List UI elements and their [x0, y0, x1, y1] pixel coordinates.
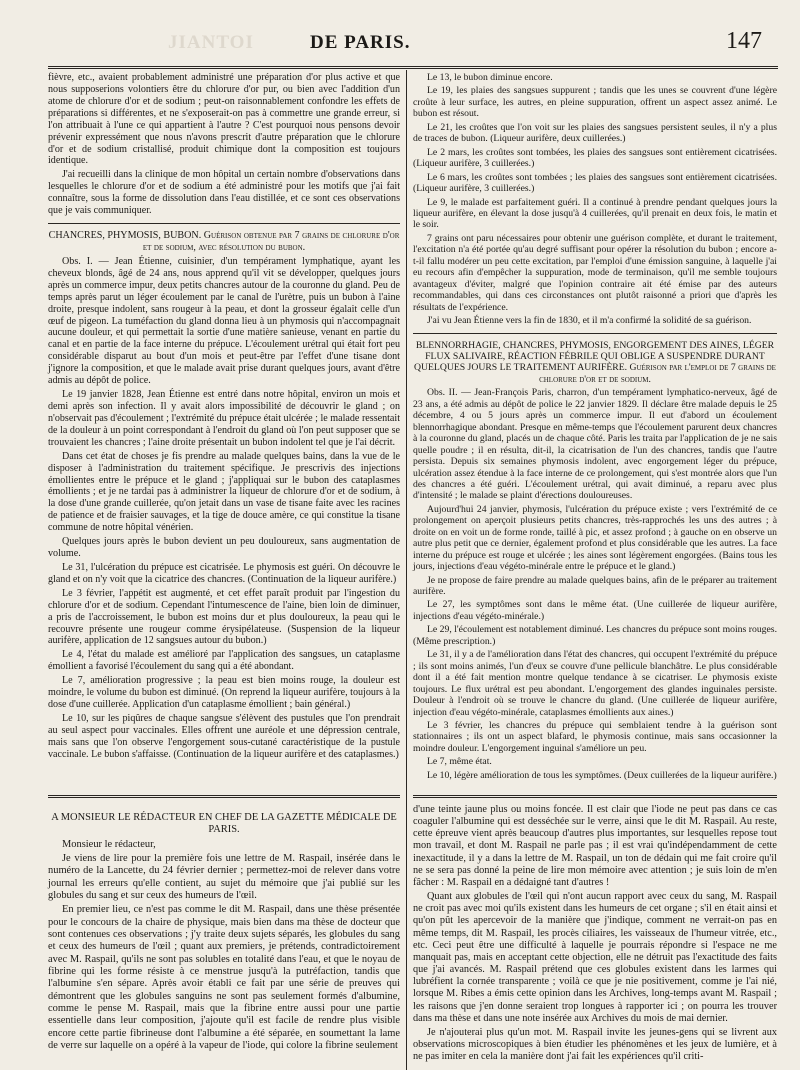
paragraph: Le 2 mars, les croûtes sont tombées, les plaies des sangsues sont entièrement cicatrisées. (Liqueur aurifère, 3 cuillerées.) [413, 146, 777, 170]
paragraph: En premier lieu, ce n'est pas comme le dit M. Raspail, dans une thèse présentée pour le concours de la chaire de physique, mais bien dans ma thèse de docteur que sont contenues ces observations ; j'y traite deux sujets séparés, les globules du sang et ceux des humeurs de l'œil ; quant aux premiers, je prétends, contradictoirement avec M. Raspail, qu'ils ne sont pas solubles en totalité dans l'eau, et que le noyau de fibrine qui les forme résiste à ce menstrue jusqu'à la putréfaction, tandis que l'albumine s'en sépare. Après avoir établi ce fait par une série de preuves qui démontrent que les globules sanguins ne sont pas seulement formés d'albumine, comme le pense M. Raspail, mais que la fibrine entre aussi pour une partie essentielle dans leur composition, j'ajoute qu'il est facile de rendre plus visible encore cette partie fibrineuse dont l'albumine a été séparée, en soumettant la lame de verre sur laquelle on a opéré à la vapeur de l'iode, qui colore la fibrine seulement [48, 904, 400, 1051]
left-column [48, 72, 400, 763]
page-number: 147 [726, 28, 762, 54]
section-double-rule-left [48, 795, 400, 798]
section-double-rule-right [413, 795, 777, 798]
paragraph: Dans cet état de choses je fis prendre au malade quelques bains, dans la vue de le disposer à l'administration du traitement spécifique. Je prescrivis des injections émollientes entre le prépuce et le gland ; j'appliquai sur le bubon des cataplasmes émollients ; et je ne tardai pas à administrer la liqueur de chlorure d'or et de sodium, à la dose d'une grande cuillerée, qu'on jetait dans un vase de tisane faite avec les racines de patience et de fraisier sauvages, et la tige de douce amère, ce qui constitue la tisane commune de notre hôpital vénérien. [48, 450, 400, 534]
section-rule [48, 223, 400, 224]
letter-left-column [48, 812, 400, 1054]
paragraph: Le 4, l'état du malade est amélioré par l'application des sangsues, un cataplasme émollient a favorisé l'écoulement du sang qui a été abondant. [48, 649, 400, 673]
paragraph: Je viens de lire pour la première fois une lettre de M. Raspail, insérée dans le numéro de la Lancette, du 24 février dernier ; permettez-moi de relever dans votre journal les erreurs qu'elle contient, au sujet du mémoire que j'ai publié sur les globules du sang et sur ceux des humeurs de l'œil. [48, 852, 400, 901]
paragraph: Obs. II. — Jean-François Paris, charron, d'un tempérament lymphatico-nerveux, âgé de 23 ans, a été admis au dépôt de police le 22 janvier 1829. Il déclare être malade depuis le 25 décembre, 4 ou 5 jours après un commerce impur. Il eut d'abord un écoulement blennorrhagique abondant. Presque en même-temps que l'écoulement parurent deux chancres à la couronne du gland, placés un de chaque côté. Paris les traita par l'application de je ne sais quelle poudre ; il en résulta, dit-il, la cicatrisation de l'un des chancres, tandis que l'autre persista. Depuis six semaines phymosis indolent, avec engorgement léger du prépuce, ulcération assez étendue à la face interne de ce prolongement, qui s'est montrée alors que l'un des chancres a été guéri. L'écoulement urétral, qui avait diminué, a reparu avec plus d'intensité ; le malade se plaint d'érections douloureuses. [413, 387, 777, 502]
paragraph: 7 grains ont paru nécessaires pour obtenir une guérison complète, et durant le traitement, l'excitation n'a été portée qu'au degré suffisant pour opérer la résolution du bubon ; encore a-t-il fallu modérer un peu cette excitation, par l'emploi d'une émission sanguine, à laquelle j'ai eu recours afin d'empêcher la suppuration, mode de terminaison, qu'il me semble toujours avantageux d'éviter, malgré que l'opinion contraire ait été émise par des auteurs recommandables, qui dans ces circonstances ont plutôt raisonné a priori que d'après les résultats de l'expérience. [413, 232, 777, 313]
page-header [0, 26, 800, 66]
paragraph: J'ai vu Jean Étienne vers la fin de 1830, et il m'a confirmé la solidité de sa guérison. [427, 315, 752, 327]
section-heading: BLENNORRHAGIE, CHANCRES, PHYMOSIS, ENGORGEMENT DES AINES, LÉGER FLUX SALIVAIRE, RÉACTION FÉBRILE QUI OBLIGE A SUSPENDRE DURANT QUELQUES JOURS LE TRAITEMENT AURIFÈRE. Guérison par l'emploi de 7 grains de chlorure d'or et de sodium. [414, 339, 776, 385]
letter-right-column [413, 804, 777, 1065]
paragraph: Quelques jours après le bubon devient un peu douloureux, sans augmentation de volume. [48, 536, 400, 560]
paragraph: Je n'ajouterai plus qu'un mot. M. Raspail invite les jeunes-gens qui se livrent aux observations microscopiques à bien étudier les phénomènes et les jeux de lumière, et à ne pas imiter en cela la manière dont j'ai fait les expériences qu'il criti- [413, 1026, 777, 1063]
header-rule-2 [48, 68, 778, 69]
paragraph: Le 7, même état. [427, 756, 492, 768]
header-rule [48, 66, 778, 67]
paragraph: Le 6 mars, les croûtes sont tombées ; les plaies des sangsues sont entièrement cicatrisées. (Liqueur aurifère, 3 cuillerées.) [413, 171, 777, 195]
paragraph: Je ne propose de faire prendre au malade quelques bains, afin de le préparer au traitement aurifère. [413, 574, 777, 598]
paragraph: Obs. I. — Jean Étienne, cuisinier, d'un tempérament lymphatique, ayant les cheveux blonds, âgé de 24 ans, nous apprend qu'il vit se développer, quelques jours après un commerce impur, deux petits chancres autour de la couronne du gland. Peu de temps après parut un léger écoulement par le canal de l'urètre, puis un bubon à l'aine droite, presque indolent, sans rougeur à la peau, et dont la grosseur égalait celle d'un œuf de pigeon. La tuméfaction du gland donna lieu à un phymosis qui n'accompagnait aucune douleur, et qui permettait la sortie d'une matière sanieuse, venant en partie du canal et en partie de la face interne du prépuce. L'écoulement urétral qui était fort peu considérable disparut au bout d'un mois et peut-être par l'effet d'une tisane dont j'ignore la composition, et que le malade avait prise durant quelques jours, avant d'être admis au dépôt de police. [48, 255, 400, 387]
paragraph: Le 19, les plaies des sangsues suppurent ; tandis que les unes se couvrent d'une légère croûte à leur surface, les autres, en pleine suppuration, offrent un aspect assez animé. Le bubon est résout. [413, 85, 777, 120]
paragraph: fièvre, etc., avaient probablement administré une préparation d'or plus active et que nous supposerions volontiers être du chlorure d'or pur, ou bien avec l'addition d'un atome de chlorure d'or et de sodium ; peut-on raisonnablement confondre les effets de préparations si différentes, et ne s'exposerait-on pas à commettre une grande erreur, si l'on attribuait à l'une ce qui appartient à l'autre ? C'est pourquoi nous pensons devoir prévenir expressément que nous n'avons prescrit d'autre préparation que le chlorure d'or et de sodium cristallisé, produit chimique dont la composition est toujours identique. [48, 72, 400, 167]
paragraph: Le 27, les symptômes sont dans le même état. (Une cuillerée de liqueur aurifère, injections d'eau végéto-minérale.) [413, 599, 777, 622]
paragraph: Le 3 février, l'appétit est augmenté, et cet effet paraît produit par l'ingestion du chlorure d'or et de sodium. Cependant l'intumescence de l'aine, bien loin de diminuer, a pris de l'accroissement, le bubon est moins dur et plus douloureux, la peau qui le recouvre présente une rougeur comme érysipélateuse. (Suspension de la liqueur aurifère, application de 12 sangsues autour du bubon.) [48, 587, 400, 647]
paragraph: Le 9, le malade est parfaitement guéri. Il a continué à prendre pendant quelques jours la liqueur aurifère, en élevant la dose jusqu'à 4 cuillerées, qu'il prenait en deux fois, le matin et le soir. [413, 196, 777, 231]
paragraph: Aujourd'hui 24 janvier, phymosis, l'ulcération du prépuce existe ; vers l'extrémité de ce prolongement on aperçoit plusieurs petits chancres, très-rapprochés les uns des autres ; à droite on en voit un de forme ronde, taillé à pic, et assez profond ; à gauche on en observe un autre plus petit que ce dernier, également profond et plus considérable que les autres. La face interne du prépuce est rouge et ulcérée ; les aines sont légèrement engorgées. (Bains tous les jours, injections d'eau végéto-minérale entre le prépuce et le gland.) [413, 503, 777, 573]
paragraph: Le 31, il y a de l'amélioration dans l'état des chancres, qui occupent l'extrémité du prépuce ; ils sont moins animés, l'un d'eux se couvre d'une pellicule blanchâtre. Le plus considérable dont il a été fait mention montre quelque tendance à se cicatriser. Le phymosis existe toujours. Le flux urétral est peu abondant. L'engorgement des glandes inguinales persiste. Douleur à l'endroit où se trouve le chancre du gland. (Une cuillerée de liqueur aurifère, injection d'eau végéto-minérale, cataplasmes émollients aux aines.) [413, 649, 777, 718]
right-column [413, 72, 777, 783]
running-head: DE PARIS. [310, 32, 411, 53]
letter-heading: A MONSIEUR LE RÉDACTEUR EN CHEF DE LA GAZETTE MÉDICALE DE PARIS. [51, 812, 397, 836]
paragraph: Le 19 janvier 1828, Jean Étienne est entré dans notre hôpital, environ un mois et demi après son infection. Il y avait alors impossibilité de découvrir le gland ; on n'observait pas d'écoulement ; l'extrémité du prépuce était ulcérée ; le malade ressentait de la douleur à un point correspondant à l'endroit du gland où l'on peut supposer que se trouvaient les chancres ; l'aine droite présentait un bubon indolent tel que je l'ai décrit. [48, 389, 400, 448]
paragraph: Le 10, légère amélioration de tous les symptômes. (Deux cuillerées de la liqueur aurifère.) [427, 769, 777, 781]
paragraph: Le 7, amélioration progressive ; la peau est bien moins rouge, la douleur est moindre, le volume du bubon est diminué. (On reprend la liqueur aurifère, toujours à la dose d'une cuillerée. Application d'un cataplasme émollient ; bain général.) [48, 675, 400, 711]
paragraph: Le 13, le bubon diminue encore. [427, 72, 553, 83]
paragraph: d'une teinte jaune plus ou moins foncée. Il est clair que l'iode ne peut pas dans ce cas coaguler l'albumine qui est desséchée sur le verre, ainsi que le dit M. Raspail. Au reste, cette épreuve vient après beaucoup d'autres plus importantes, sur lesquelles repose tout mon travail, et dont M. Raspail ne parle pas ; il est vrai qu'indépendamment de cette inexactitude, il y a dans la lettre de M. Raspail, un ton de dédain qui me fait croire qu'il ne se sera pas donné la peine de lire mon mémoire avec attention ; je suis loin de m'en fâcher : M. Raspail en a dédaigné tant d'autres ! [413, 804, 777, 888]
paragraph: Le 31, l'ulcération du prépuce est cicatrisée. Le phymosis est guéri. On découvre le gland et on n'y voit que la cicatrice des chancres. (Continuation de la liqueur aurifère.) [48, 561, 400, 585]
paragraph: J'ai recueilli dans la clinique de mon hôpital un certain nombre d'observations dans lesquelles le chlorure d'or et de sodium a été administré pour les motifs que j'ai fait connaître, sous la forme de dissolution dans l'eau distillée, et ce sont ces observations que je vais communiquer. [48, 169, 400, 217]
section-rule [413, 333, 777, 334]
paragraph: Le 3 février, les chancres du prépuce qui semblaient tendre à la guérison sont stationnaires ; ils ont un aspect blafard, le phymosis continue, mais sans occasionner la moindre douleur. L'engorgement inguinal s'améliore un peu. [413, 720, 777, 754]
section-heading: CHANCRES, PHYMOSIS, BUBON. Guérison obtenue par 7 grains de chlorure d'or et de sodium, avec résolution du bubon. [48, 230, 400, 253]
paragraph: Le 10, sur les piqûres de chaque sangsue s'élèvent des pustules que l'on prendrait au seul aspect pour vaccinales. Elles offrent une auréole et une dépression centrale, mais sans que l'on observe l'engorgement sous-cutané caractéristique de la pustule vaccinale. Le bubon s'affaisse. (Continuation de la liqueur aurifère et des cataplasmes.) [48, 713, 400, 760]
show-through-text: JIANTOI [168, 32, 254, 53]
column-divider [406, 70, 407, 1070]
paragraph: Quant aux globules de l'œil qui n'ont aucun rapport avec ceux du sang, M. Raspail ne croit pas avec moi qu'ils existent dans les humeurs de cet organe ; s'il en était ainsi et qu'on pût les apercevoir de la manière que j'indique, comment ne verrait-on pas en même temps, dit M. Raspail, les procès ciliaires, les vaisseaux de l'humeur vitrée, etc., etc. Ceci peut être une difficulté à laquelle je pourrais répondre si l'espace ne me manquait pas, mais en acceptant cette objection, elle ne détruit pas l'exactitude des faits que j'ai avancés. M. Raspail prétend que ces globules existent dans les larmes qui lubréfient la cornée transparente ; voilà ce que je nie positivement, comme je l'ai nié, lorsque M. Ribes a émis cette opinion dans les Archives, long-temps avant M. Raspail ; les raisons que j'en donne seraient trop longues à rapporter ici ; on pourra les trouver dans ma thèse et dans une note insérée aux Archives du mois de mai dernier. [413, 891, 777, 1024]
paragraph: Le 29, l'écoulement est notablement diminué. Les chancres du prépuce sont moins rouges. (Même prescription.) [413, 624, 777, 647]
paragraph: Le 21, les croûtes que l'on voit sur les plaies des sangsues persistent seules, il n'y a plus de traces de bubon. (Liqueur aurifère, deux cuillerées.) [413, 121, 777, 145]
letter-salutation: Monsieur le rédacteur, [62, 838, 156, 850]
